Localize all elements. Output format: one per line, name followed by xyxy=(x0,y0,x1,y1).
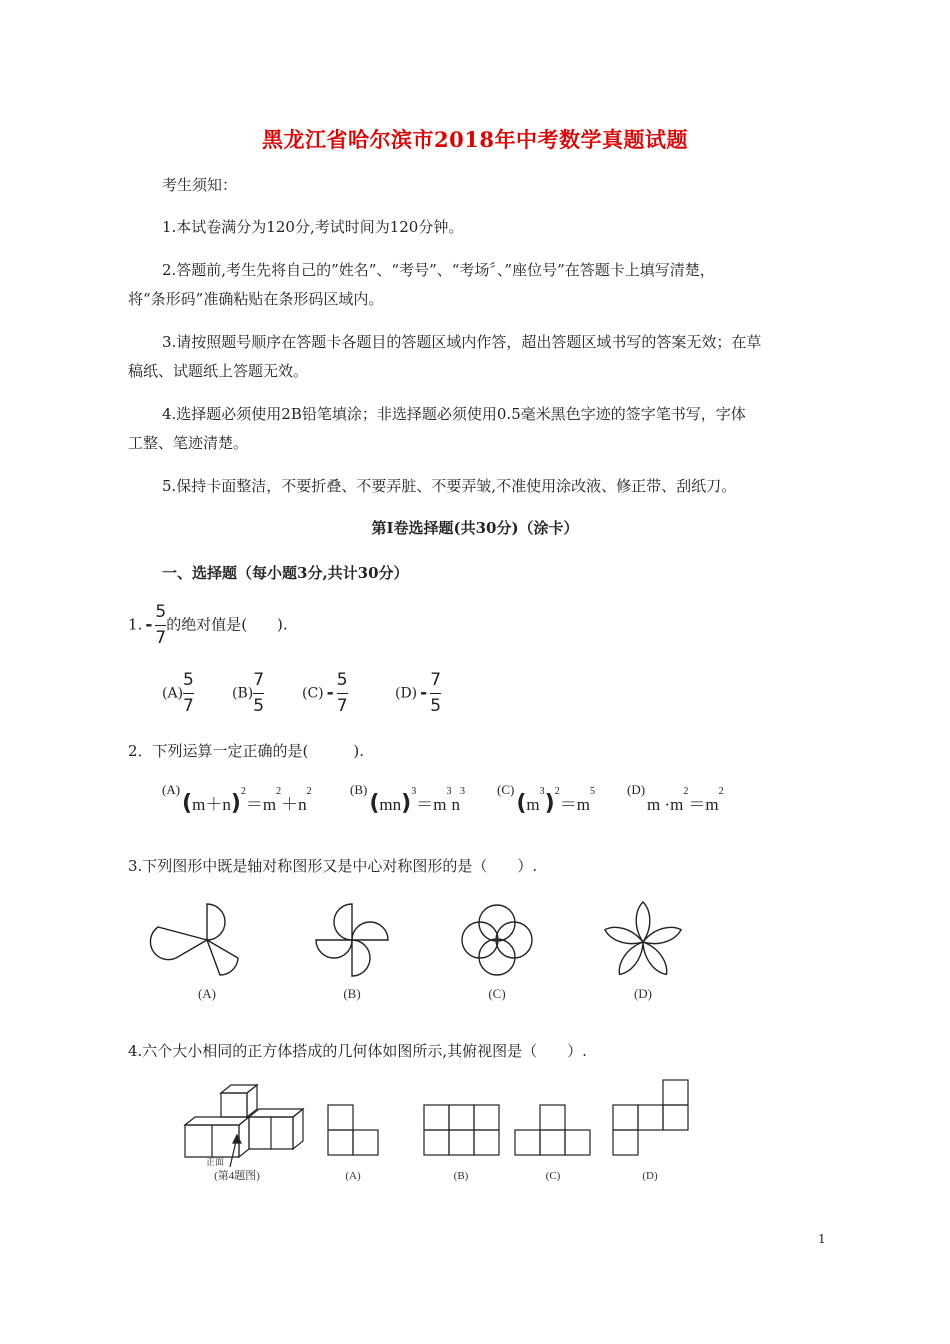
q2-option-a-label: (A) xyxy=(162,782,181,797)
q2-b-lparen: ( xyxy=(369,791,380,816)
q1-option-d-fraction xyxy=(430,672,441,715)
question-1 xyxy=(128,604,288,647)
q3-label-c: (C) xyxy=(488,986,506,1001)
notice-item-5: 5.保持卡面整洁，不要折叠、不要弄脏、不要弄皱,不准使用涂改液、修正带、刮纸刀。 xyxy=(162,477,737,495)
q1-option-c-minus: - xyxy=(326,682,334,703)
q2-a-exp: 2 xyxy=(240,786,246,797)
page-title: 黑龙江省哈尔滨市2018年中考数学真题试题 xyxy=(262,127,688,152)
q2-b-e2: 3 xyxy=(459,786,465,797)
notice-item-3: 3.请按照题号顺序在答题卡各题目的答题区域内作答，超出答题区域书写的答案无效；在草 xyxy=(162,333,762,351)
q2-b-exp: 3 xyxy=(411,786,417,797)
q2-a-base: m＋n xyxy=(192,795,231,814)
q2-b-e1: 3 xyxy=(446,786,452,797)
q1-denominator: 7 xyxy=(155,628,167,648)
q1-option-c-numerator: 5 xyxy=(337,672,348,694)
q2-a-e1: 2 xyxy=(276,786,282,797)
q2-a-plus: ＋n xyxy=(281,795,307,814)
q4-figures xyxy=(175,1075,705,1190)
q4-label-d: (D) xyxy=(642,1170,658,1182)
q2-a-e2: 2 xyxy=(306,786,312,797)
q2-b-rhs: ＝m xyxy=(416,795,447,814)
q1-option-b-denominator: 5 xyxy=(253,696,265,716)
q2-option-b xyxy=(350,782,465,816)
q4-option-c-figure xyxy=(515,1105,590,1155)
q1-option-a-denominator: 7 xyxy=(183,696,194,716)
q4-label-c: (C) xyxy=(545,1170,561,1182)
q2-c-e0: 3 xyxy=(539,786,545,797)
notice-item-4-cont: 工整、笔迹清楚。 xyxy=(128,434,249,452)
q2-c-base: m xyxy=(526,795,540,814)
q1-option-a-label: (A) xyxy=(162,685,184,702)
question-3: 3.下列图形中既是轴对称图形又是中心对称图形的是（ ）. xyxy=(128,857,538,875)
q4-figure-caption: (第4题图) xyxy=(214,1170,260,1182)
q1-option-c-fraction xyxy=(337,672,348,715)
q1-option-b xyxy=(232,672,264,715)
q1-numerator: 5 xyxy=(155,604,166,626)
q1-option-c-denominator: 7 xyxy=(336,696,348,716)
q1-text: 的绝对值是( ). xyxy=(166,615,288,634)
q1-option-d xyxy=(395,672,441,715)
q2-c-rhs: ＝m xyxy=(559,795,590,814)
q2-option-a xyxy=(162,782,312,816)
q2-d-e0: 2 xyxy=(683,786,689,797)
q2-d-lhs: m ·m xyxy=(647,795,684,814)
q1-number: 1. xyxy=(128,615,143,634)
q3-label-b: (B) xyxy=(343,986,361,1001)
q2-a-lparen: ( xyxy=(182,791,193,816)
q1-option-a xyxy=(162,672,194,715)
notice-item-2: 2.答题前,考生先将自己的”姓名”、“考号”、“考场〞、”座位号”在答题卡上填写清楚， xyxy=(162,261,715,279)
q2-b-rparen: ) xyxy=(401,791,412,816)
q2-c-e1: 5 xyxy=(589,786,595,797)
q1-option-a-numerator: 5 xyxy=(183,672,194,694)
q3-label-d: (D) xyxy=(633,986,653,1001)
q2-b-n: n xyxy=(451,795,460,814)
q1-option-b-label: (B) xyxy=(232,685,254,702)
notice-item-3-cont: 稿纸、试题纸上答题无效。 xyxy=(128,362,309,380)
q4-3d-figure xyxy=(185,1085,303,1167)
q4-label-a: (A) xyxy=(345,1170,361,1182)
q2-a-rparen: ) xyxy=(230,791,241,816)
q3-figure-d xyxy=(603,902,683,978)
notice-item-1: 1.本试卷满分为120分,考试时间为120分钟。 xyxy=(162,218,464,236)
q2-c-exp: 2 xyxy=(554,786,560,797)
q2-option-c xyxy=(497,782,595,816)
q2-d-rhs: ＝m xyxy=(688,795,719,814)
q1-option-c-label: (C) xyxy=(302,685,324,702)
q2-option-d-label: (D) xyxy=(627,782,646,797)
question-4: 4.六个大小相同的正方体搭成的几何体如图所示,其俯视图是（ ）. xyxy=(128,1042,587,1060)
q2-c-rparen: ) xyxy=(544,791,555,816)
q2-b-base: mn xyxy=(379,795,402,814)
q1-option-b-numerator: 7 xyxy=(253,672,264,694)
q1-option-d-denominator: 5 xyxy=(430,696,442,716)
q2-option-d xyxy=(627,782,724,815)
q4-option-a-figure xyxy=(328,1105,378,1155)
q1-option-d-numerator: 7 xyxy=(430,672,441,694)
q2-d-e1: 2 xyxy=(718,786,724,797)
page-number: 1 xyxy=(818,1232,826,1246)
q1-option-d-minus: - xyxy=(420,682,428,703)
q3-figure-b xyxy=(316,904,388,976)
q2-option-b-label: (B) xyxy=(350,782,368,797)
q1-option-c xyxy=(302,672,348,715)
q1-option-d-label: (D) xyxy=(395,685,418,702)
notice-item-4: 4.选择题必须使用2B铅笔填涂；非选择题必须使用0.5毫米黑色字迹的签字笔书写，字体 xyxy=(162,405,746,423)
q4-option-b-figure xyxy=(424,1105,499,1155)
q4-option-d-figure xyxy=(613,1080,688,1155)
q1-minus: - xyxy=(145,614,153,635)
notice-heading: 考生须知： xyxy=(162,176,238,194)
part-title: 第Ⅰ卷选择题(共30分)（涂卡） xyxy=(371,519,579,537)
question-2: 2．下列运算一定正确的是( ). xyxy=(128,742,365,760)
q2-c-lparen: ( xyxy=(516,791,527,816)
q1-option-b-fraction xyxy=(253,672,264,715)
notice-item-2-cont: 将“条形码”准确粘贴在条形码区域内。 xyxy=(128,290,384,308)
q4-label-b: (B) xyxy=(453,1170,469,1182)
q3-label-a: (A) xyxy=(197,986,217,1001)
q2-option-c-label: (C) xyxy=(497,782,515,797)
q3-figures xyxy=(140,890,710,1010)
q3-figure-a xyxy=(150,904,238,975)
q1-fraction xyxy=(155,604,166,647)
q4-front-label: 正面 xyxy=(205,1157,225,1167)
section-title: 一、选择题（每小题3分,共计30分） xyxy=(162,564,409,582)
q1-option-a-fraction xyxy=(183,672,194,715)
q3-figure-c xyxy=(462,905,532,975)
q2-a-rhs: ＝m xyxy=(245,795,277,814)
